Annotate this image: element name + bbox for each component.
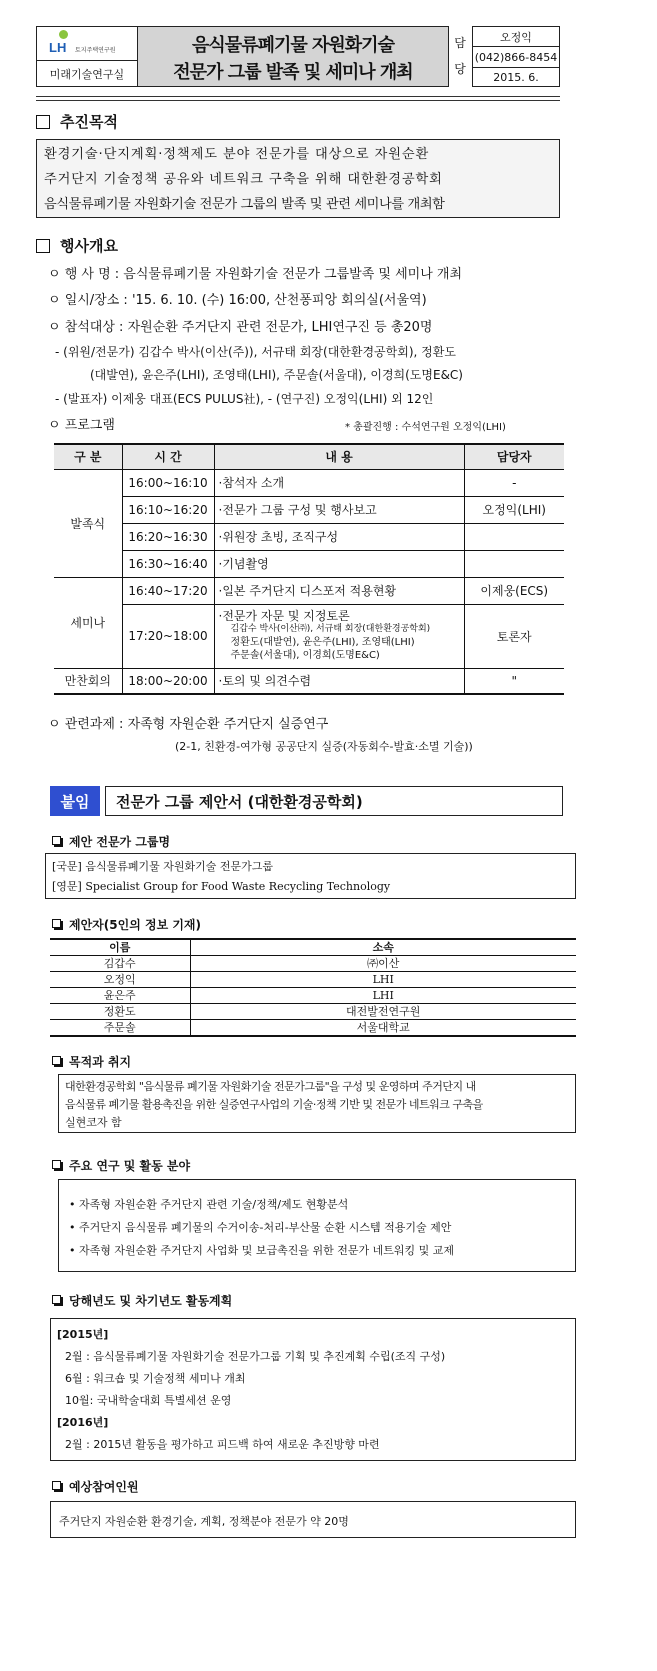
plan-year: [2016년] <box>57 1416 109 1429</box>
field-item: • 자족형 자원순환 주거단지 사업화 및 보급촉진을 위한 전문가 네트워킹 및 교제 <box>69 1244 454 1257</box>
bullet-box-icon <box>52 836 61 845</box>
participants-heading: 예상참여인원 <box>52 1478 139 1495</box>
dept-box <box>36 60 138 87</box>
affiliation-cell: LHI <box>190 972 576 988</box>
table-header-row <box>54 444 564 469</box>
title-line1: 음식물류폐기물 자원화기술 <box>192 35 394 56</box>
affiliation-cell: 서울대학교 <box>356 1021 410 1034</box>
owner-cell: " <box>464 668 564 694</box>
owner-cell: 이제웅(ECS) <box>464 577 564 604</box>
content-detail: 김갑수 박사(이산㈜), 서규태 회장(대한환경공학회) <box>230 624 431 634</box>
fields-heading: 주요 연구 및 활동 분야 <box>52 1157 190 1174</box>
table-row <box>50 956 576 972</box>
group-name-heading: 제안 전문가 그룹명 <box>52 833 170 850</box>
purpose2-line: 대한환경공학회 "음식물류 폐기물 자원화기술 전문가그룹"을 구성 및 운영하며 주거단지 내 <box>65 1080 476 1093</box>
bullet-box-icon <box>52 1056 61 1065</box>
time-cell: 16:00~16:10 <box>122 469 214 496</box>
overview-item: ㅇ 행 사 명 : 음식물류폐기물 자원화기술 전문가 그룹발족 및 세미나 개최 <box>48 267 463 282</box>
table-row <box>54 577 564 604</box>
content-cell: ·전문가 그룹 구성 및 행사보고 <box>214 496 464 523</box>
attendee-line: (대발연), 윤은주(LHI), 조영태(LHI), 주문솔(서울대), 이경희(도명E&C) <box>90 368 463 382</box>
owner-cell: 오정익(LHI) <box>464 496 564 523</box>
group-cell: 세미나 <box>54 577 122 668</box>
table-row <box>50 972 576 988</box>
purpose-heading: 추진목적 <box>36 111 118 132</box>
participants-text: 주거단지 자원순환 환경기술, 계획, 정책분야 전문가 약 20명 <box>59 1515 349 1528</box>
content-main: ·전문가 자문 및 지정토론 <box>218 609 350 623</box>
content-detail: 정환도(대발연), 윤은주(LHI), 조영태(LHI) <box>230 637 415 648</box>
overview-item: ㅇ 일시/장소 : '15. 6. 10. (수) 16:00, 산천퐁피앙 회의실(서울역) <box>48 293 427 308</box>
table-header-cell: 이름 <box>50 939 190 956</box>
plan-year: [2015년] <box>57 1328 109 1341</box>
attachment-title: 전문가 그룹 제안서 (대한환경공학회) <box>116 793 363 811</box>
content-detail: 주문솔(서울대), 이경희(도명E&C) <box>230 650 380 661</box>
name-cell: 윤은주 <box>50 988 190 1004</box>
name-cell: 오정익 <box>50 972 190 988</box>
plan-item: 2월 : 음식물류폐기물 자원화기술 전문가그룹 기획 및 추진계획 수립(조직 구성) <box>65 1350 446 1363</box>
header-logo-box <box>36 26 138 61</box>
purpose2-box <box>58 1074 576 1133</box>
proposers-table <box>50 938 576 1037</box>
content-cell: ·기념촬영 <box>214 550 464 577</box>
content-cell: ·일본 주거단지 디스포저 적용현황 <box>214 577 464 604</box>
table-header-cell: 소속 <box>190 939 576 956</box>
purpose-box <box>36 139 560 218</box>
table-header-cell: 시 간 <box>122 444 214 469</box>
owner-cell: 토론자 <box>464 604 564 668</box>
program-note: * 총괄진행 : 수석연구원 오정익(LHI) <box>345 422 506 433</box>
group-name-box <box>45 853 576 899</box>
overview-heading: 행사개요 <box>36 235 118 256</box>
program-label: ㅇ 프로그램 <box>48 418 115 433</box>
time-cell: 16:10~16:20 <box>122 496 214 523</box>
table-row <box>54 668 564 694</box>
content-cell: ·참석자 소개 <box>214 469 464 496</box>
attachment-title-box <box>105 786 563 816</box>
purpose-line: 음식물류폐기물 자원화기술 전문가 그룹의 발족 및 관련 세미나를 개최함 <box>44 197 445 212</box>
time-cell: 17:20~18:00 <box>122 604 214 668</box>
contact-phone: (042)866-8454 <box>473 47 559 68</box>
logo-text: LH <box>49 40 67 55</box>
attendee-line: - (위원/전문가) 김갑수 박사(이산(주)), 서규태 회장(대한환경공학회), 정환도 <box>55 345 456 359</box>
time-cell: 18:00~20:00 <box>122 668 214 694</box>
owner-cell <box>464 523 564 550</box>
bullet-box-icon <box>52 1295 61 1304</box>
plan-item: 6월 : 워크숍 및 기술정책 세미나 개최 <box>65 1372 246 1385</box>
proposers-heading: 제안자(5인의 정보 기재) <box>52 916 201 933</box>
name-cell: 김갑수 <box>50 956 190 972</box>
purpose2-line: 실현코자 함 <box>65 1116 122 1129</box>
affiliation-cell: ㈜이산 <box>190 956 576 972</box>
purpose-line: 환경기술·단지계획·정책제도 분야 전문가를 대상으로 자원순환 <box>44 147 430 162</box>
owner-cell <box>464 550 564 577</box>
table-row <box>50 1020 576 1037</box>
table-row <box>50 1004 576 1020</box>
attachment-badge: 붙임 <box>50 786 100 816</box>
title-box <box>137 26 449 87</box>
purpose2-heading: 목적과 취지 <box>52 1053 131 1070</box>
table-header-cell: 담당자 <box>464 444 564 469</box>
dam-dang-label <box>452 30 468 82</box>
table-row <box>54 523 564 550</box>
contact-box <box>472 26 560 87</box>
time-cell: 16:30~16:40 <box>122 550 214 577</box>
table-row <box>50 988 576 1004</box>
content-cell <box>214 604 464 668</box>
related-subline: (2-1, 친환경-여가형 공공단지 실증(자동회수-발효·소멸 기술)) <box>175 740 473 753</box>
purpose-line: 주거단지 기술정책 공유와 네트워크 구축을 위해 대한환경공학회 <box>44 172 443 187</box>
table-row <box>54 550 564 577</box>
program-table <box>54 443 564 695</box>
dam-char: 담 <box>454 36 466 50</box>
table-row <box>54 604 564 668</box>
fields-box <box>58 1179 576 1272</box>
plan-box <box>50 1318 576 1461</box>
table-row <box>54 469 564 496</box>
name-cell: 주문솔 <box>50 1020 190 1037</box>
group-name-en: [영문] Specialist Group for Food Waste Recycling Technology <box>52 880 391 893</box>
table-header-cell: 내 용 <box>214 444 464 469</box>
bullet-box-icon <box>52 1160 61 1169</box>
presenter-line: - (발표자) 이제웅 대표(ECS PULUS社), - (연구진) 오정익(LHI) 외 12인 <box>55 392 434 406</box>
name-cell: 정환도 <box>50 1004 190 1020</box>
owner-cell: - <box>464 469 564 496</box>
table-header-cell: 구 분 <box>54 444 122 469</box>
plan-heading: 당해년도 및 차기년도 활동계획 <box>52 1292 232 1309</box>
table-header-row <box>50 939 576 956</box>
time-cell: 16:20~16:30 <box>122 523 214 550</box>
content-cell: ·위원장 초빙, 조직구성 <box>214 523 464 550</box>
bullet-box-icon <box>52 919 61 928</box>
affiliation-cell: 대전발전연구원 <box>190 1004 576 1020</box>
content-cell: ·토의 및 의견수렴 <box>214 668 464 694</box>
related-line: ㅇ 관련과제 : 자족형 자원순환 주거단지 실증연구 <box>48 717 329 732</box>
group-cell: 만찬회의 <box>54 668 122 694</box>
plan-item: 10월: 국내학술대회 특별세션 운영 <box>65 1394 232 1407</box>
title-line2: 전문가 그룹 발족 및 세미나 개최 <box>173 62 413 83</box>
group-cell: 발족식 <box>54 469 122 577</box>
header-rule <box>36 96 560 101</box>
group-name-kr: [국문] 음식물류폐기물 자원화기술 전문가그룹 <box>52 860 273 873</box>
field-item: • 주거단지 음식물류 폐기물의 수거이송-처리-부산물 순환 시스템 적용기술 제안 <box>69 1221 452 1234</box>
plan-item: 2월 : 2015년 활동을 평가하고 피드백 하여 새로운 추진방향 마련 <box>65 1438 380 1451</box>
dang-char: 당 <box>454 62 466 76</box>
checkbox-square-icon <box>36 239 50 253</box>
dept-label: 미래기술연구실 <box>49 67 125 81</box>
checkbox-square-icon <box>36 115 50 129</box>
contact-person: 오정익 <box>473 27 559 47</box>
affiliation-cell: LHI <box>190 988 576 1004</box>
participants-box <box>50 1501 576 1538</box>
table-row <box>54 496 564 523</box>
field-item: • 자족형 자원순환 주거단지 관련 기술/정책/제도 현황분석 <box>69 1198 349 1211</box>
time-cell: 16:40~17:20 <box>122 577 214 604</box>
bullet-box-icon <box>52 1481 61 1490</box>
logo-subtext: 토지주택연구원 <box>75 47 116 54</box>
contact-date: 2015. 6. <box>493 71 539 84</box>
overview-item: ㅇ 참석대상 : 자원순환 주거단지 관련 전문가, LHI연구진 등 총20명 <box>48 320 433 335</box>
purpose2-line: 음식물류 폐기물 활용촉진을 위한 실증연구사업의 기술·정책 기반 및 전문가 네트워크 구축을 <box>65 1098 483 1111</box>
